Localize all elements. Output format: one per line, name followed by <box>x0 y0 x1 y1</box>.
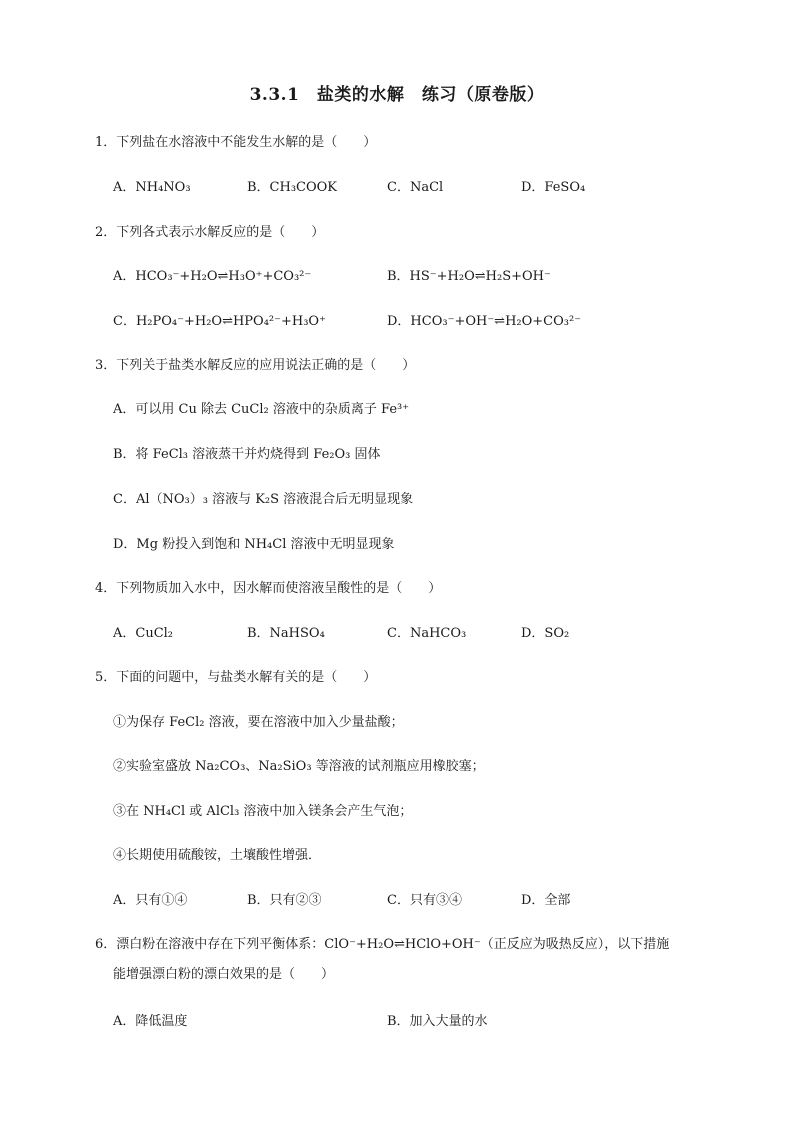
q4-option-a: A．CuCl₂ <box>113 626 174 641</box>
q4-option-b: B．NaHSO₄ <box>247 626 325 641</box>
question-6-stem-line-1: 6．漂白粉在溶液中存在下列平衡体系：ClO⁻+H₂O⇌HClO+OH⁻（正反应为吸热反应），以下措施 <box>95 937 670 952</box>
q1-option-c: C．NaCl <box>387 180 444 195</box>
q5-statement-4: ④长期使用硫酸铵，土壤酸性增强． <box>113 848 322 863</box>
q2-option-d: D．HCO₃⁻+OH⁻⇌H₂O+CO₃²⁻ <box>387 314 582 329</box>
q1-option-b: B．CH₃COOK <box>247 180 338 195</box>
q3-option-b: B．将 FeCl₃ 溶液蒸干并灼烧得到 Fe₂O₃ 固体 <box>113 447 381 462</box>
q3-option-d: D．Mg 粉投入到饱和 NH₄Cl 溶液中无明显现象 <box>113 537 395 552</box>
q5-option-d: D．全部 <box>521 893 571 908</box>
q6-option-a: A．降低温度 <box>113 1014 188 1029</box>
q2-option-a: A．HCO₃⁻+H₂O⇌H₃O⁺+CO₃²⁻ <box>113 269 312 284</box>
question-4-stem: 4．下列物质加入水中，因水解而使溶液呈酸性的是（ ） <box>95 581 442 596</box>
q2-option-c: C．H₂PO₄⁻+H₂O⇌HPO₄²⁻+H₃O⁺ <box>113 314 326 329</box>
q5-statement-3: ③在 NH₄Cl 或 AlCl₃ 溶液中加入镁条会产生气泡； <box>113 804 413 819</box>
q2-option-b: B．HS⁻+H₂O⇌H₂S+OH⁻ <box>387 269 551 284</box>
page-title: 3.3.1 盐类的水解 练习（原卷版） <box>249 85 545 105</box>
q6-option-b: B．加入大量的水 <box>387 1014 488 1029</box>
q1-option-d: D．FeSO₄ <box>521 180 586 195</box>
q5-option-a: A．只有①④ <box>113 893 188 908</box>
q4-option-d: D．SO₂ <box>521 626 570 641</box>
question-1-stem: 1．下列盐在水溶液中不能发生水解的是（ ） <box>95 135 377 150</box>
q5-statement-1: ①为保存 FeCl₂ 溶液，要在溶液中加入少量盐酸； <box>113 715 404 730</box>
q5-option-c: C．只有③④ <box>387 893 462 908</box>
q5-option-b: B．只有②③ <box>247 893 322 908</box>
question-5-stem: 5．下面的问题中，与盐类水解有关的是（ ） <box>95 670 377 685</box>
question-2-stem: 2．下列各式表示水解反应的是（ ） <box>95 225 325 240</box>
q4-option-c: C．NaHCO₃ <box>387 626 467 641</box>
q5-statement-2: ②实验室盛放 Na₂CO₃、Na₂SiO₃ 等溶液的试剂瓶应用橡胶塞； <box>113 759 485 774</box>
q3-option-c: C．Al（NO₃）₃ 溶液与 K₂S 溶液混合后无明显现象 <box>113 492 414 507</box>
q1-option-a: A．NH₄NO₃ <box>113 180 191 195</box>
question-3-stem: 3．下列关于盐类水解反应的应用说法正确的是（ ） <box>95 358 416 373</box>
question-6-stem-line-2: 能增强漂白粉的漂白效果的是（ ） <box>113 967 335 982</box>
q3-option-a: A．可以用 Cu 除去 CuCl₂ 溶液中的杂质离子 Fe³⁺ <box>113 402 410 417</box>
